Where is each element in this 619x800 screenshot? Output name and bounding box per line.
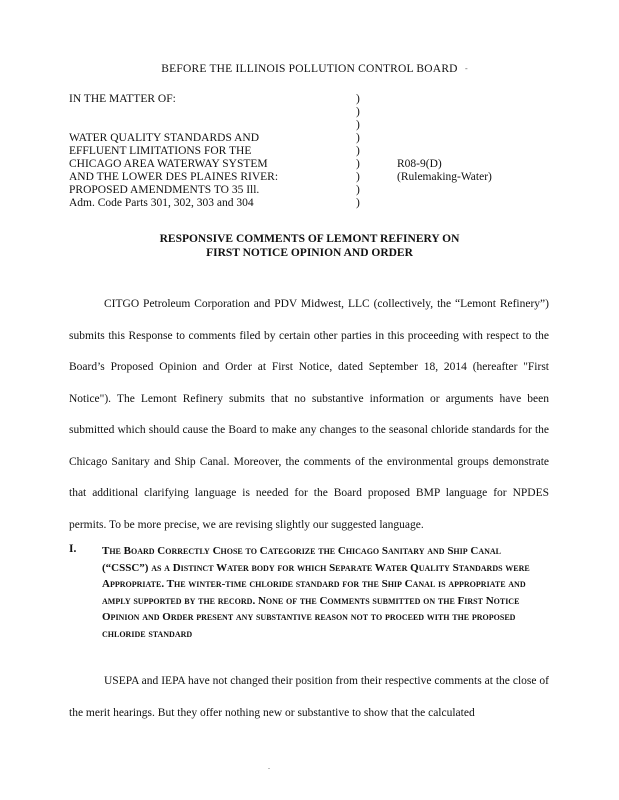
paren: ) (356, 171, 360, 183)
footer-mark: . (268, 762, 270, 771)
caption-line: Adm. Code Parts 301, 302, 303 and 304 (69, 197, 254, 209)
board-header: BEFORE THE ILLINOIS POLLUTION CONTROL BOARD (161, 63, 458, 75)
paren: ) (356, 132, 360, 144)
paren: ) (356, 158, 360, 170)
caption-line: CHICAGO AREA WATERWAY SYSTEM (69, 158, 268, 170)
caption-line: EFFLUENT LIMITATIONS FOR THE (69, 145, 252, 157)
paren: ) (356, 184, 360, 196)
document-title (0, 232, 619, 260)
title-line-1: RESPONSIVE COMMENTS OF LEMONT REFINERY ON (159, 233, 460, 245)
paren: ) (356, 106, 360, 118)
caption-line: AND THE LOWER DES PLAINES RIVER: (69, 171, 279, 183)
section-heading: The Board Correctly Chose to Categorize the Chicago Sanitary and Ship Canal (“CSSC”) as a Distinct Water body for which Separate Water Quality Standards were Appropriate. The winter-time chloride standard for the Ship Canal is appropriate and amply supported by the record. None of the Comments submitted on the First Notice Opinion and Order present any substantive reason not to proceed with the proposed chloride standard (102, 545, 530, 640)
intro-body (69, 289, 549, 541)
section-number: I. (69, 543, 77, 555)
section-1-body (69, 666, 549, 729)
caption-parentheses (356, 93, 368, 210)
title-line-2: FIRST NOTICE OPINION AND ORDER (206, 247, 413, 259)
caption-line: PROPOSED AMENDMENTS TO 35 Ill. (69, 184, 260, 196)
paren: ) (356, 119, 360, 131)
docket-type: (Rulemaking-Water) (397, 171, 492, 183)
docket-info (397, 158, 547, 184)
intro-paragraph: CITGO Petroleum Corporation and PDV Midwest, LLC (collectively, the “Lemont Refinery”) submits this Response to comments filed by certain other parties in this proceeding with respect to the Board’s Proposed Opinion and Order at First Notice, dated September 18, 2014 (hereafter "First Notice"). The Lemont Refinery submits that no substantive information or arguments have been submitted which should cause the Board to make any changes to the seasonal chloride standards for the Chicago Sanitary and Ship Canal. Moreover, the comments of the environmental groups demonstrate that additional clarifying language is needed for the Board proposed BMP language for NPDES permits. To be more precise, we are revising slightly our suggested language. (69, 298, 549, 531)
section-1-paragraph: USEPA and IEPA have not changed their position from their respective comments at the close of the merit hearings. But they offer nothing new or substantive to show that the calculated (69, 675, 549, 719)
paren: ) (356, 145, 360, 157)
paren: ) (356, 93, 360, 105)
docket-number: R08-9(D) (397, 158, 442, 170)
case-caption (69, 93, 354, 210)
in-the-matter-label: IN THE MATTER OF: (69, 93, 176, 105)
paren: ) (356, 197, 360, 209)
caption-line: WATER QUALITY STANDARDS AND (69, 132, 259, 144)
stray-mark: - (465, 64, 468, 73)
